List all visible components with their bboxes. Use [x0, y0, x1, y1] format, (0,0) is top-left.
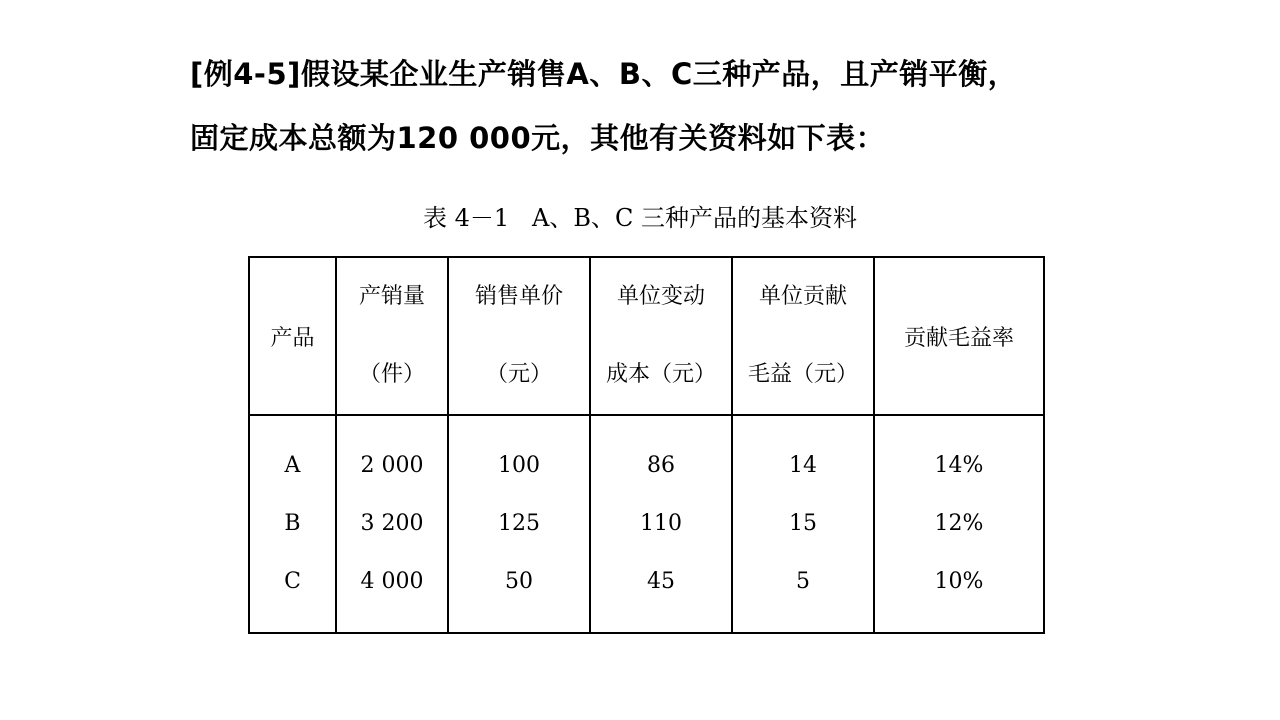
cell-product: A	[249, 415, 336, 494]
header-unit-price: 销售单价 （元）	[448, 257, 590, 415]
cell-product: C	[249, 552, 336, 633]
header-unit-contribution: 单位贡献 毛益（元）	[732, 257, 874, 415]
cell-contribution-ratio: 12%	[874, 494, 1044, 552]
cell-unit-variable-cost: 86	[590, 415, 732, 494]
table-header-row	[249, 257, 1044, 415]
table-row	[249, 415, 1044, 494]
cell-volume: 3 200	[336, 494, 448, 552]
cell-unit-contribution: 14	[732, 415, 874, 494]
cell-contribution-ratio: 14%	[874, 415, 1044, 494]
header-product: 产品	[249, 257, 336, 415]
cell-unit-contribution: 15	[732, 494, 874, 552]
cell-volume: 2 000	[336, 415, 448, 494]
header-contribution-ratio: 贡献毛益率	[874, 257, 1044, 415]
cell-volume: 4 000	[336, 552, 448, 633]
product-table	[248, 256, 1045, 634]
header-unit-variable-cost: 单位变动 成本（元）	[590, 257, 732, 415]
cell-unit-price: 100	[448, 415, 590, 494]
cell-product: B	[249, 494, 336, 552]
header-volume: 产销量 （件）	[336, 257, 448, 415]
table-row	[249, 494, 1044, 552]
intro-line-1: [例4-5]假设某企业生产销售A、B、C三种产品，且产销平衡，	[190, 57, 1018, 91]
table-caption: 表 4－1 A、B、C 三种产品的基本资料	[422, 204, 857, 232]
cell-contribution-ratio: 10%	[874, 552, 1044, 633]
cell-unit-price: 50	[448, 552, 590, 633]
cell-unit-variable-cost: 110	[590, 494, 732, 552]
intro-line-2: 固定成本总额为120 000元，其他有关资料如下表：	[190, 121, 886, 155]
cell-unit-contribution: 5	[732, 552, 874, 633]
cell-unit-variable-cost: 45	[590, 552, 732, 633]
cell-unit-price: 125	[448, 494, 590, 552]
table-row	[249, 552, 1044, 633]
